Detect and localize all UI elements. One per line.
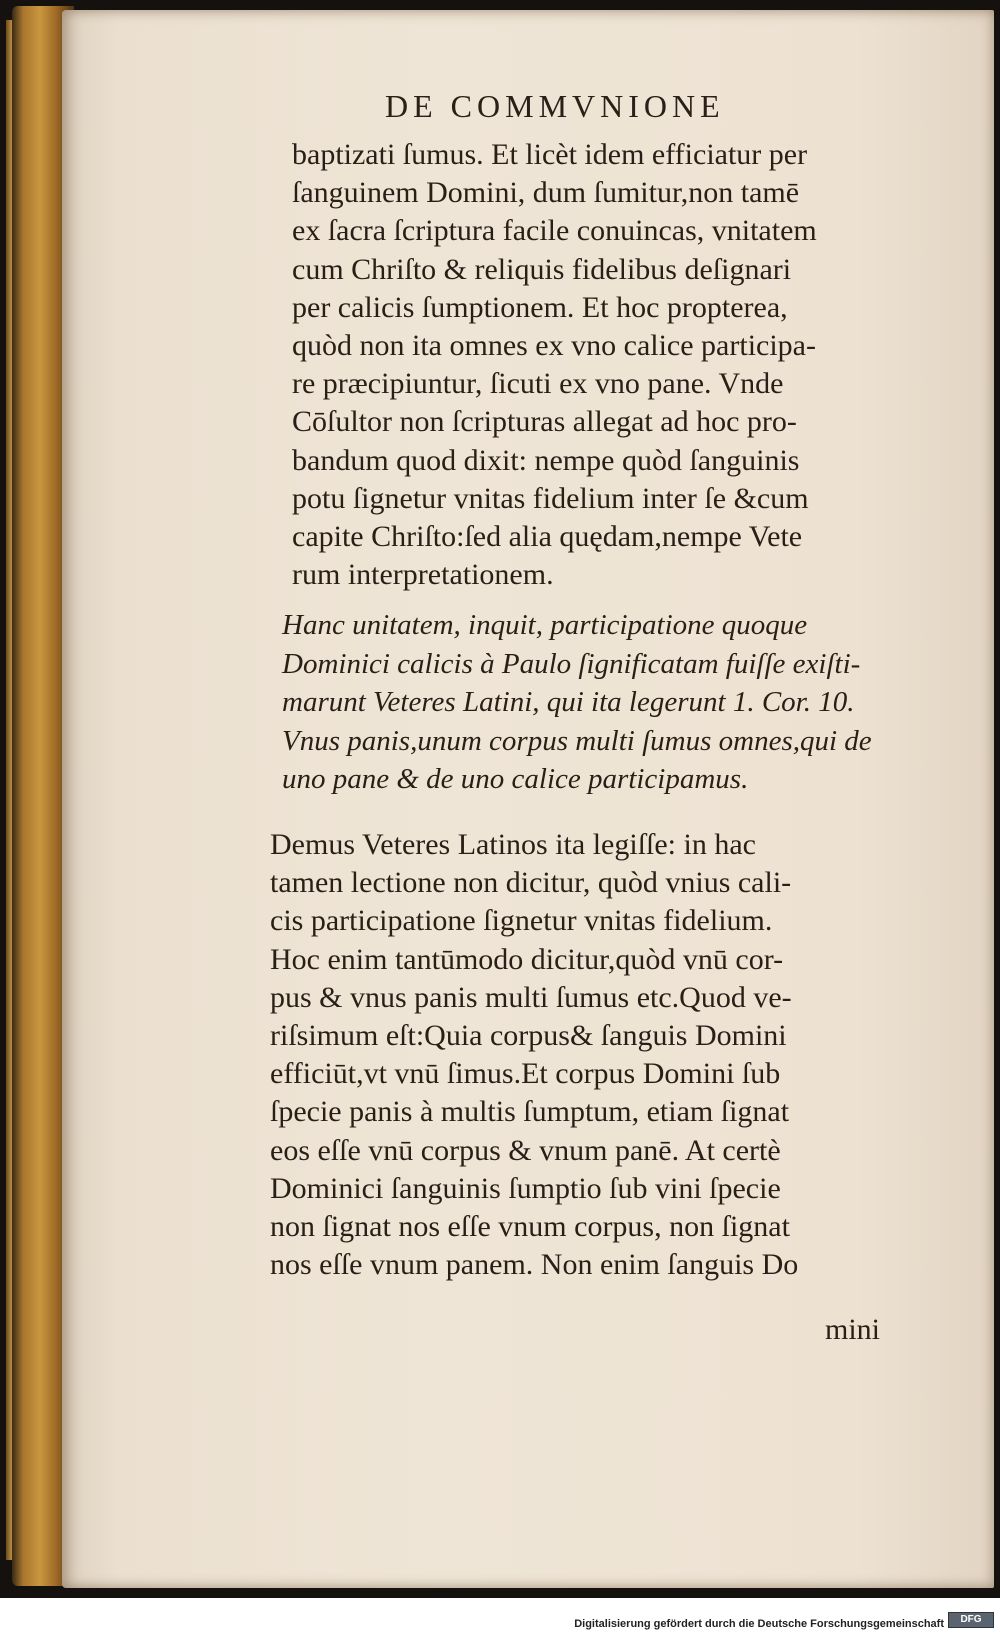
dfg-logo: DFG <box>948 1612 994 1628</box>
text-line: potu ſignetur vnitas fidelium inter ſe &cum <box>292 481 809 515</box>
text-line: eos eſſe vnū corpus & vnum panē. At certè <box>270 1133 781 1167</box>
digitization-credit: Digitalisierung gefördert durch die Deutsche Forschungsgemeinschaft <box>574 1618 944 1630</box>
paragraph-1 <box>292 136 1000 594</box>
text-line: tamen lectione non dicitur, quòd vnius cali- <box>270 866 792 900</box>
text-line: per calicis ſumptionem. Et hoc propterea, <box>292 290 788 324</box>
text-line: baptizati ſumus. Et licèt idem efficiatur per <box>292 138 808 171</box>
text-line: Demus Veteres Latinos ita legiſſe: in hac <box>270 828 756 861</box>
text-line: Vnus panis,unum corpus multi ſumus omnes,qui de <box>282 724 872 757</box>
text-line: Dominici calicis à Paulo ſignificatam fuiſſe exiſti- <box>282 647 861 680</box>
footer-bar <box>0 1598 1000 1636</box>
catchword: mini <box>825 1313 881 1346</box>
text-line: bandum quod dixit: nempe quòd ſanguinis <box>292 443 800 477</box>
text-line: Hoc enim tantūmodo dicitur,quòd vnū cor- <box>270 942 784 976</box>
text-line: pus & vnus panis multi ſumus etc.Quod ve- <box>270 980 792 1014</box>
text-line: nos eſſe vnum panem. Non enim ſanguis Do <box>270 1248 799 1282</box>
text-line: Cōſultor non ſcripturas allegat ad hoc pro- <box>292 405 797 439</box>
text-line: non ſignat nos eſſe vnum corpus, non ſignat <box>270 1210 790 1244</box>
text-line: rum interpretationem. <box>292 558 554 592</box>
text-line: capite Chriſto:ſed alia quędam,nempe Vete <box>292 520 803 554</box>
text-line: cum Chriſto & reliquis fidelibus deſignari <box>292 252 792 286</box>
text-line: Dominici ſanguinis ſumptio ſub vini ſpecie <box>270 1171 781 1205</box>
text-line: ſanguinem Domini, dum ſumitur,non tamē <box>292 176 800 210</box>
paragraph-2 <box>270 826 990 1284</box>
text-line: quòd non ita omnes ex vno calice participa- <box>292 329 816 363</box>
text-line: Hanc unitatem, inquit, participatione quoque <box>282 609 808 641</box>
text-line: ex ſacra ſcriptura facile conuincas, vnitatem <box>292 214 817 248</box>
text-line: re præcipiuntur, ſicuti ex vno pane. Vnde <box>292 367 784 401</box>
text-line: efficiūt,vt vnū ſimus.Et corpus Domini ſub <box>270 1057 781 1091</box>
text-line: ſpecie panis à multis ſumptum, etiam ſignat <box>270 1095 790 1129</box>
quotation <box>282 606 1000 799</box>
text-line: riſsimum eſt:Quia corpus& ſanguis Domini <box>270 1019 787 1053</box>
text-line: cis participatione ſignetur vnitas fidelium. <box>270 904 773 938</box>
text-line: marunt Veteres Latini, qui ita legerunt 1. Cor. 10. <box>282 686 855 719</box>
running-header: DE COMMVNIONE <box>385 88 725 124</box>
text-line: uno pane & de uno calice participamus. <box>282 763 749 796</box>
